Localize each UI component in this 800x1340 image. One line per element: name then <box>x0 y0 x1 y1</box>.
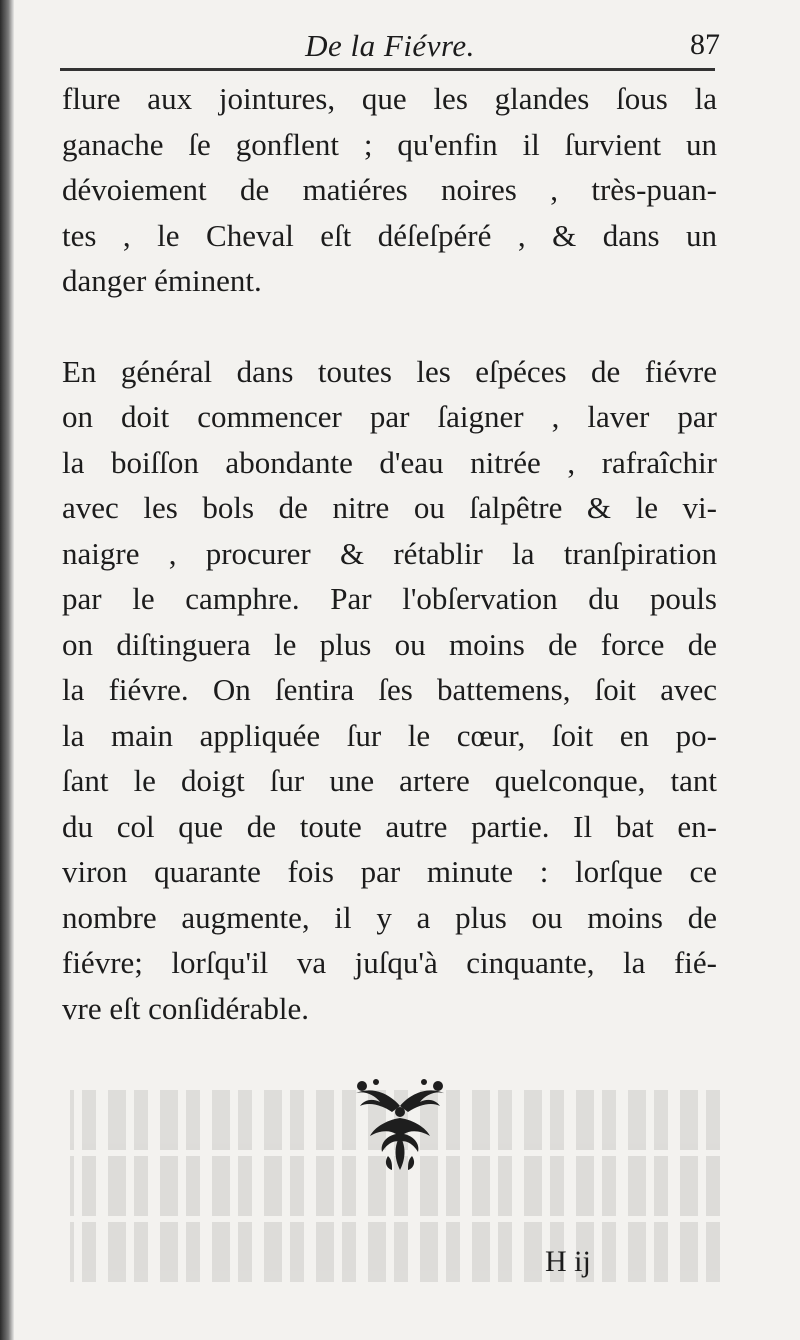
text-line: danger éminent. <box>62 263 262 298</box>
text-line: dévoiement de matiéres noires , très-puan- <box>62 172 717 207</box>
text-line: la boiſſon abondante d'eau nitrée , rafraîchir <box>62 444 717 480</box>
text-line: flure aux jointures, que les glandes ſous la <box>62 81 717 116</box>
text-line: naigre , procurer & rétablir la tranſpiration <box>62 535 717 571</box>
text-line: nombre augmente, il y a plus ou moins de <box>62 899 717 935</box>
text-line: viron quarante fois par minute : lorſque ce <box>62 854 717 889</box>
signature-mark: H ij <box>545 1245 591 1278</box>
text-line: vre eſt conſidérable. <box>62 990 310 1026</box>
paragraph-2 <box>62 349 717 1032</box>
text-line: on diſtinguera le plus ou moins de force de <box>62 626 717 662</box>
text-line: En général dans toutes les eſpéces de fiévre <box>62 353 717 389</box>
header-rule <box>60 68 715 71</box>
text-line: tes , le Cheval eſt déſeſpéré , & dans un <box>62 217 717 253</box>
text-line: du col que de toute autre partie. Il bat en- <box>62 808 717 844</box>
scan-edge <box>0 0 14 1340</box>
text-line: avec les bols de nitre ou ſalpêtre & le vi- <box>62 490 717 525</box>
text-line: on doit commencer par ſaigner , laver par <box>62 399 717 434</box>
page-number: 87 <box>690 28 720 61</box>
text-line: fiévre; lorſqu'il va juſqu'à cinquante, la fié- <box>62 945 717 980</box>
text-line: la fiévre. On ſentira ſes battemens, ſoit avec <box>62 672 717 707</box>
text-line: ſant le doigt ſur une artere quelconque, tant <box>62 763 717 798</box>
paragraph-1 <box>62 76 717 304</box>
text-line: ganache ſe gonflent ; qu'enfin il ſurvient un <box>62 126 717 162</box>
fleuron-ornament-icon <box>340 1072 460 1172</box>
running-title: De la Fiévre. <box>305 28 475 63</box>
page-body <box>62 76 717 1031</box>
text-line: la main appliquée ſur le cœur, ſoit en po- <box>62 717 717 753</box>
text-line: par le camphre. Par l'obſervation du pouls <box>62 581 717 616</box>
